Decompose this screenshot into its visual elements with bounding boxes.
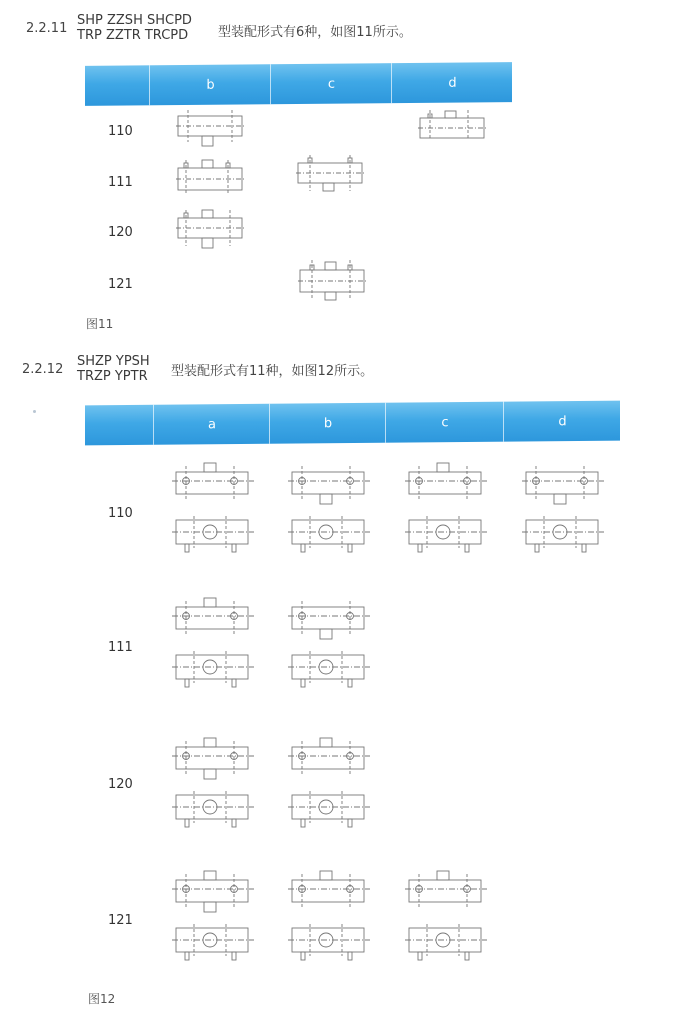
row-label-111: 111 <box>108 640 133 655</box>
figure-caption-12: 图12 <box>88 992 116 1006</box>
scan-speck <box>33 410 36 413</box>
assembly-diagram-120-b <box>288 735 372 835</box>
assembly-diagram-121-c <box>298 258 368 304</box>
column-header-d: d <box>503 401 621 442</box>
assembly-diagram-111-a <box>172 595 256 695</box>
assembly-diagram-120-b <box>176 208 246 252</box>
assembly-diagram-110-d <box>418 108 488 140</box>
assembly-diagram-121-b <box>288 868 372 968</box>
assembly-diagram-111-b <box>176 158 246 194</box>
assembly-diagram-110-c <box>405 460 489 560</box>
row-label-120: 120 <box>108 777 133 792</box>
assembly-diagram-121-a <box>172 868 256 968</box>
assembly-diagram-110-b <box>288 460 372 560</box>
figure-caption-11: 图11 <box>86 317 114 331</box>
section-number-2-2-12: 2.2.12 <box>22 362 64 377</box>
assembly-diagram-110-d <box>522 460 606 560</box>
column-header-b: b <box>149 64 271 105</box>
header-corner-cell <box>85 405 153 446</box>
model-names-2-2-12 <box>77 354 150 384</box>
model-line-1: SHP ZZSH SHCPD <box>77 13 192 28</box>
assembly-diagram-110-b <box>176 108 246 150</box>
row-label-111: 111 <box>108 175 133 190</box>
section-description-2-2-11: 型装配形式有6种，如图11所示。 <box>218 25 412 40</box>
row-label-120: 120 <box>108 225 133 240</box>
row-label-110: 110 <box>108 506 133 521</box>
column-header-c: c <box>385 402 504 443</box>
row-label-110: 110 <box>108 124 133 139</box>
table-header-fig11 <box>85 62 512 106</box>
assembly-diagram-121-c <box>405 868 489 968</box>
column-header-d: d <box>391 62 513 103</box>
model-line-2: TRP ZZTR TRCPD <box>77 28 189 43</box>
assembly-diagram-110-a <box>172 460 256 560</box>
section-number-2-2-11: 2.2.11 <box>26 21 68 36</box>
column-header-c: c <box>270 63 392 104</box>
table-header-fig12 <box>85 401 620 446</box>
column-header-a: a <box>153 404 270 445</box>
column-header-b: b <box>269 403 386 444</box>
section-description-2-2-12: 型装配形式有11种，如图12所示。 <box>171 364 374 379</box>
assembly-diagram-120-a <box>172 735 256 835</box>
model-names-2-2-11 <box>77 13 192 43</box>
model-line-1: SHZP YPSH <box>77 354 150 369</box>
header-corner-cell <box>85 65 149 106</box>
assembly-diagram-111-b <box>288 595 372 695</box>
model-line-2: TRZP YPTR <box>77 369 148 384</box>
row-label-121: 121 <box>108 913 133 928</box>
row-label-121: 121 <box>108 277 133 292</box>
assembly-diagram-111-c <box>296 155 366 195</box>
